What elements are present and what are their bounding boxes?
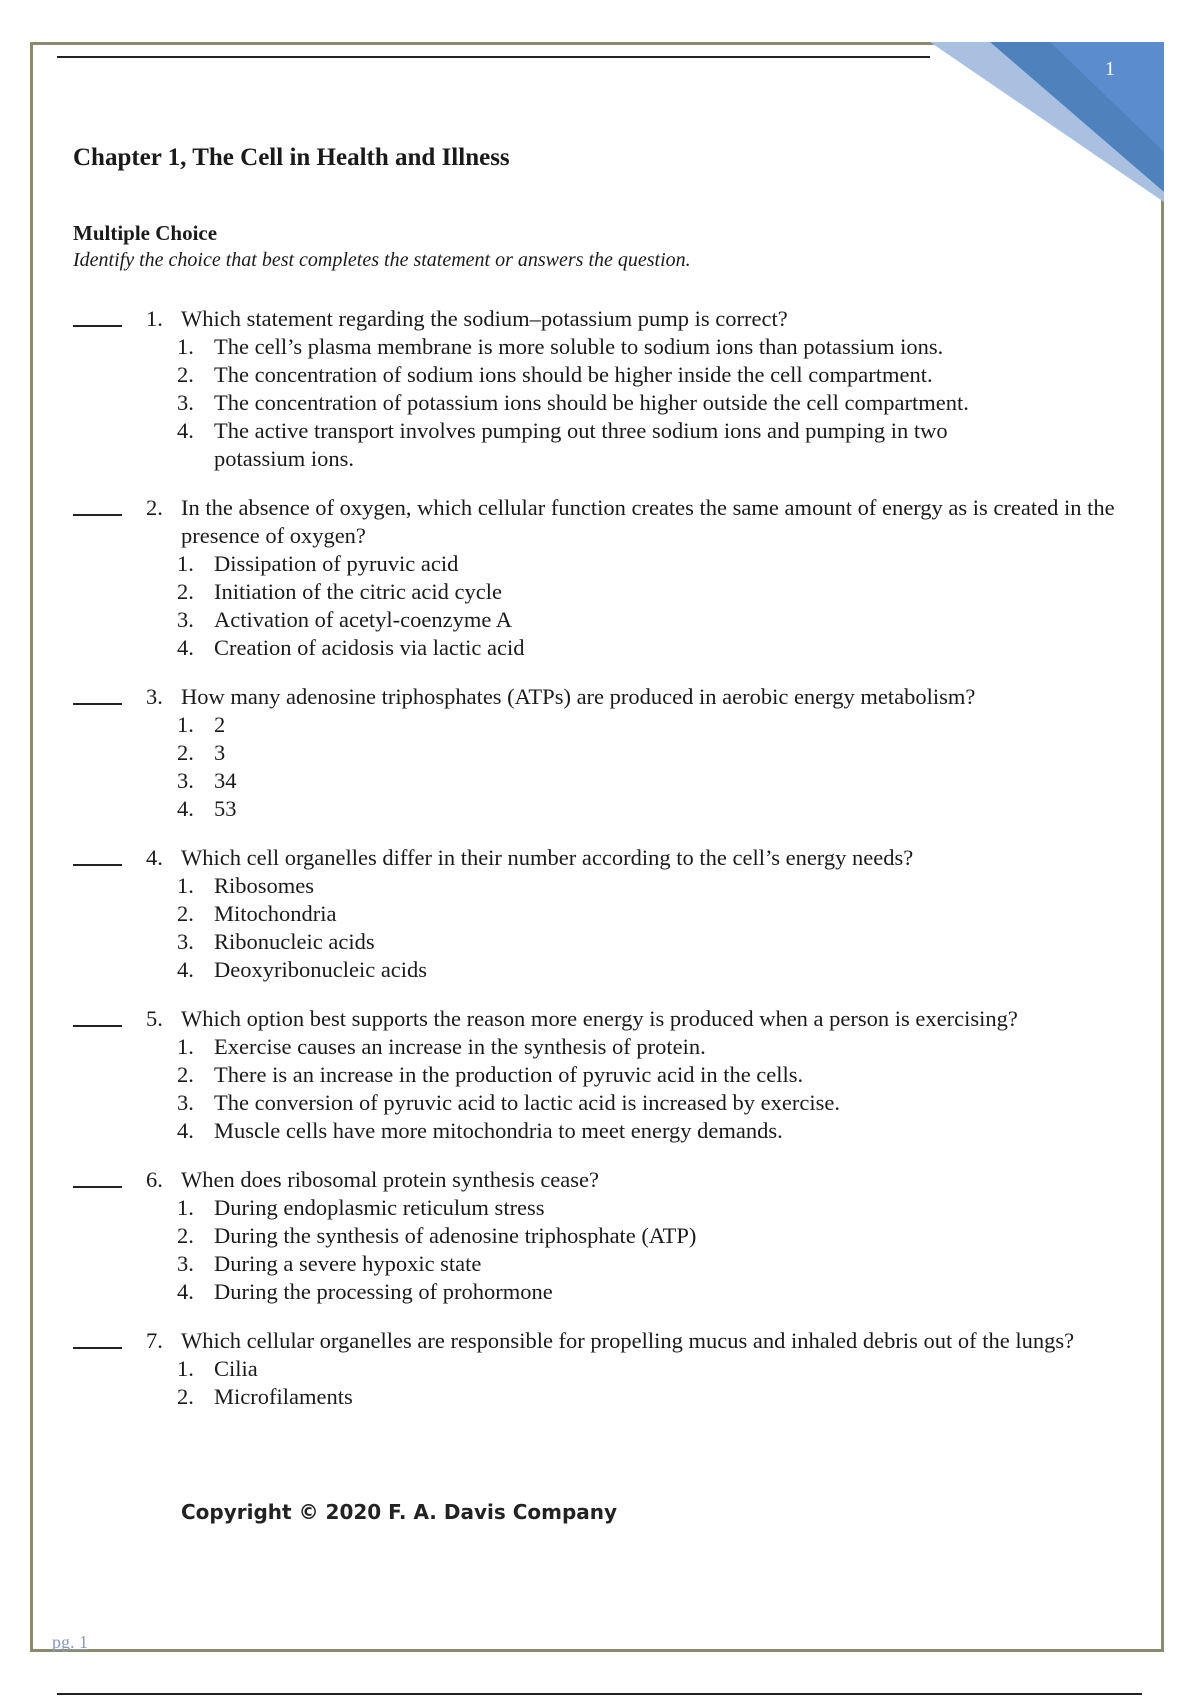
chapter-title: Chapter 1, The Cell in Health and Illness bbox=[73, 144, 510, 171]
option-text: There is an increase in the production of pyruvic acid in the cells. bbox=[214, 1062, 804, 1087]
question-stem bbox=[146, 305, 1160, 333]
option-item bbox=[177, 1222, 1000, 1250]
option-item bbox=[177, 1061, 1000, 1089]
option-text: The concentration of sodium ions should be higher inside the cell compartment. bbox=[214, 362, 933, 387]
question-stem bbox=[146, 1327, 1160, 1355]
option-number: 2. bbox=[177, 579, 194, 604]
option-number: 2. bbox=[177, 362, 194, 387]
answer-blank[interactable] bbox=[73, 1186, 122, 1188]
option-number: 3. bbox=[177, 929, 194, 954]
question-stem bbox=[146, 1166, 1160, 1194]
option-number: 3. bbox=[177, 390, 194, 415]
option-number: 4. bbox=[177, 957, 194, 982]
question-5 bbox=[0, 1005, 1200, 1145]
option-item bbox=[177, 928, 1000, 956]
question-4 bbox=[0, 844, 1200, 984]
option-list bbox=[0, 1355, 1200, 1411]
option-item bbox=[177, 767, 1000, 795]
option-item bbox=[177, 389, 1000, 417]
question-text: How many adenosine triphosphates (ATPs) are produced in aerobic energy metabolism? bbox=[181, 684, 976, 709]
option-item bbox=[177, 361, 1000, 389]
option-item bbox=[177, 1194, 1000, 1222]
option-item bbox=[177, 956, 1000, 984]
answer-blank[interactable] bbox=[73, 703, 122, 705]
option-list bbox=[0, 872, 1200, 984]
section-heading: Multiple Choice bbox=[73, 221, 218, 245]
option-text: Dissipation of pyruvic acid bbox=[214, 551, 459, 576]
option-text: The conversion of pyruvic acid to lactic acid is increased by exercise. bbox=[214, 1090, 840, 1115]
question-stem bbox=[146, 683, 1160, 711]
option-item bbox=[177, 1089, 1000, 1117]
answer-blank[interactable] bbox=[73, 325, 122, 327]
option-number: 4. bbox=[177, 1118, 194, 1143]
option-text: 2 bbox=[214, 712, 226, 737]
option-list bbox=[0, 711, 1200, 823]
option-item bbox=[177, 417, 1000, 473]
question-text: Which option best supports the reason more energy is produced when a person is exercising? bbox=[181, 1006, 1018, 1031]
answer-blank[interactable] bbox=[73, 514, 122, 516]
option-number: 1. bbox=[177, 1356, 194, 1381]
option-number: 2. bbox=[177, 740, 194, 765]
option-list bbox=[0, 1194, 1200, 1306]
question-text: Which statement regarding the sodium–potassium pump is correct? bbox=[181, 306, 788, 331]
option-text: Cilia bbox=[214, 1356, 258, 1381]
option-number: 1. bbox=[177, 873, 194, 898]
option-list bbox=[0, 1033, 1200, 1145]
option-item bbox=[177, 900, 1000, 928]
question-number: 7. bbox=[146, 1328, 163, 1353]
section-instructions: Identify the choice that best completes the statement or answers the question. bbox=[73, 249, 691, 271]
option-item bbox=[177, 333, 1000, 361]
option-text: 3 bbox=[214, 740, 226, 765]
option-number: 3. bbox=[177, 1251, 194, 1276]
answer-blank[interactable] bbox=[73, 1347, 122, 1349]
option-text: During the processing of prohormone bbox=[214, 1279, 553, 1304]
question-number: 4. bbox=[146, 845, 163, 870]
option-item bbox=[177, 739, 1000, 767]
option-item bbox=[177, 795, 1000, 823]
option-text: 34 bbox=[214, 768, 237, 793]
question-number: 5. bbox=[146, 1006, 163, 1031]
question-text: When does ribosomal protein synthesis cease? bbox=[181, 1167, 600, 1192]
option-text: During the synthesis of adenosine triphosphate (ATP) bbox=[214, 1223, 697, 1248]
question-number: 2. bbox=[146, 495, 163, 520]
option-text: The active transport involves pumping out three sodium ions and pumping in two potassium ions. bbox=[214, 418, 948, 471]
option-number: 2. bbox=[177, 1223, 194, 1248]
option-item bbox=[177, 550, 1000, 578]
option-item bbox=[177, 1250, 1000, 1278]
option-text: Muscle cells have more mitochondria to meet energy demands. bbox=[214, 1118, 783, 1143]
option-number: 2. bbox=[177, 1062, 194, 1087]
option-text: Mitochondria bbox=[214, 901, 337, 926]
header-page-number: 1 bbox=[1105, 58, 1115, 80]
question-number: 6. bbox=[146, 1167, 163, 1192]
question-stem bbox=[146, 1005, 1160, 1033]
answer-blank[interactable] bbox=[73, 1025, 122, 1027]
option-number: 4. bbox=[177, 418, 194, 443]
option-number: 3. bbox=[177, 768, 194, 793]
option-item bbox=[177, 634, 1000, 662]
option-item bbox=[177, 606, 1000, 634]
question-stem bbox=[146, 844, 1160, 872]
question-text: In the absence of oxygen, which cellular function creates the same amount of energy as is created in the presence of oxygen? bbox=[181, 495, 1115, 548]
option-text: 53 bbox=[214, 796, 237, 821]
option-number: 1. bbox=[177, 1195, 194, 1220]
option-item bbox=[177, 1355, 1000, 1383]
option-number: 3. bbox=[177, 1090, 194, 1115]
question-3 bbox=[0, 683, 1200, 823]
option-number: 3. bbox=[177, 607, 194, 632]
option-number: 1. bbox=[177, 334, 194, 359]
option-text: Exercise causes an increase in the synthesis of protein. bbox=[214, 1034, 706, 1059]
question-stem bbox=[146, 494, 1160, 550]
option-number: 4. bbox=[177, 635, 194, 660]
option-number: 1. bbox=[177, 712, 194, 737]
header-rule bbox=[57, 56, 930, 58]
option-text: Deoxyribonucleic acids bbox=[214, 957, 428, 982]
option-text: Ribosomes bbox=[214, 873, 315, 898]
question-list bbox=[0, 305, 1200, 1432]
option-item bbox=[177, 578, 1000, 606]
option-number: 2. bbox=[177, 1384, 194, 1409]
option-number: 2. bbox=[177, 901, 194, 926]
option-number: 1. bbox=[177, 551, 194, 576]
footer-rule bbox=[57, 1693, 1142, 1695]
option-item bbox=[177, 1117, 1000, 1145]
option-item bbox=[177, 1383, 1000, 1411]
option-text: The concentration of potassium ions should be higher outside the cell compartment. bbox=[214, 390, 969, 415]
question-1 bbox=[0, 305, 1200, 473]
copyright-notice: Copyright © 2020 F. A. Davis Company bbox=[181, 1500, 618, 1524]
option-text: During a severe hypoxic state bbox=[214, 1251, 482, 1276]
option-item bbox=[177, 872, 1000, 900]
question-6 bbox=[0, 1166, 1200, 1306]
question-number: 3. bbox=[146, 684, 163, 709]
question-text: Which cell organelles differ in their number according to the cell’s energy needs? bbox=[181, 845, 914, 870]
option-item bbox=[177, 1033, 1000, 1061]
footer-page-label: pg. 1 bbox=[52, 1632, 88, 1652]
option-item bbox=[177, 1278, 1000, 1306]
option-number: 4. bbox=[177, 796, 194, 821]
option-list bbox=[0, 550, 1200, 662]
option-text: Activation of acetyl-coenzyme A bbox=[214, 607, 513, 632]
option-number: 4. bbox=[177, 1279, 194, 1304]
option-text: Ribonucleic acids bbox=[214, 929, 375, 954]
corner-decoration-graphic bbox=[930, 42, 1164, 202]
question-number: 1. bbox=[146, 306, 163, 331]
option-text: Initiation of the citric acid cycle bbox=[214, 579, 502, 604]
question-text: Which cellular organelles are responsible for propelling mucus and inhaled debris out of the lungs? bbox=[181, 1328, 1075, 1353]
option-text: Creation of acidosis via lactic acid bbox=[214, 635, 525, 660]
option-number: 1. bbox=[177, 1034, 194, 1059]
option-text: During endoplasmic reticulum stress bbox=[214, 1195, 545, 1220]
option-text: Microfilaments bbox=[214, 1384, 353, 1409]
question-2 bbox=[0, 494, 1200, 662]
option-list bbox=[0, 333, 1200, 473]
question-7 bbox=[0, 1327, 1200, 1411]
answer-blank[interactable] bbox=[73, 864, 122, 866]
option-text: The cell’s plasma membrane is more soluble to sodium ions than potassium ions. bbox=[214, 334, 944, 359]
option-item bbox=[177, 711, 1000, 739]
